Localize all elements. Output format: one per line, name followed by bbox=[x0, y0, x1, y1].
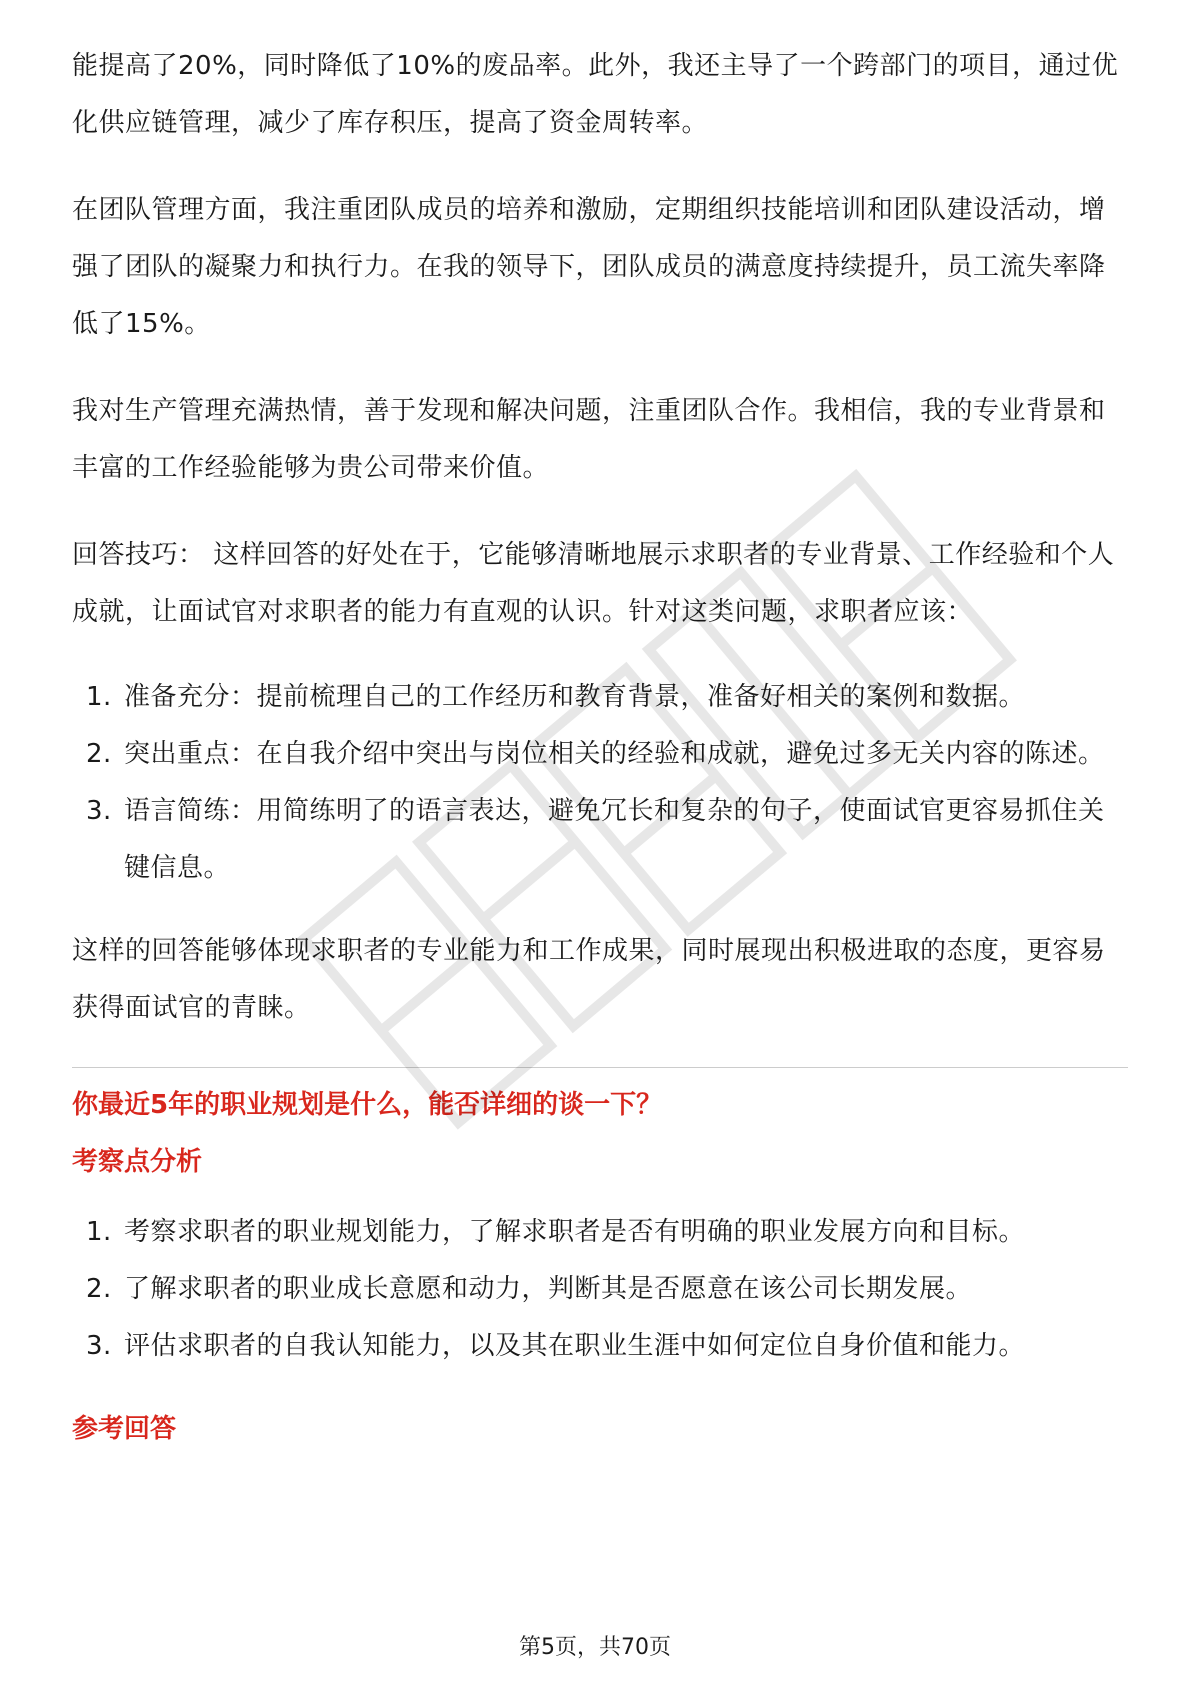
analysis-heading: 考察点分析 bbox=[72, 1147, 203, 1177]
list-item-text: 评估求职者的自我认知能力，以及其在职业生涯中如何定位自身价值和能力。 bbox=[124, 1331, 1026, 1361]
answer-tips-paragraph: 回答技巧： 这样回答的好处在于，它能够清晰地展示求职者的专业背景、工作经验和个人成就，让面试官对求职者的能力有直观的认识。针对这类问题，求职者应该： bbox=[72, 540, 1115, 627]
section-divider bbox=[72, 1067, 1128, 1068]
tips-list bbox=[72, 669, 1128, 897]
list-item bbox=[72, 726, 1128, 783]
body-paragraph: 我对生产管理充满热情，善于发现和解决问题，注重团队合作。我相信，我的专业背景和丰富的工作经验能够为贵公司带来价值。 bbox=[72, 396, 1106, 483]
list-item bbox=[72, 669, 1128, 726]
list-number: 1. bbox=[86, 682, 112, 712]
list-number: 2. bbox=[86, 1274, 112, 1304]
body-paragraph: 能提高了20%，同时降低了10%的废品率。此外，我还主导了一个跨部门的项目，通过优化供应链管理，减少了库存积压，提高了资金周转率。 bbox=[72, 51, 1119, 138]
list-item-text: 语言简练：用简练明了的语言表达，避免冗长和复杂的句子，使面试官更容易抓住关键信息。 bbox=[124, 796, 1105, 883]
closing-paragraph: 这样的回答能够体现求职者的专业能力和工作成果，同时展现出积极进取的态度，更容易获得面试官的青睐。 bbox=[72, 936, 1106, 1023]
list-item bbox=[72, 1318, 1128, 1375]
list-item bbox=[72, 1204, 1128, 1261]
list-number: 3. bbox=[86, 796, 112, 826]
body-paragraph: 在团队管理方面，我注重团队成员的培养和激励，定期组织技能培训和团队建设活动，增强了团队的凝聚力和执行力。在我的领导下，团队成员的满意度持续提升，员工流失率降低了15%。 bbox=[72, 195, 1106, 339]
list-item-text: 了解求职者的职业成长意愿和动力，判断其是否愿意在该公司长期发展。 bbox=[124, 1274, 973, 1304]
list-item-text: 考察求职者的职业规划能力，了解求职者是否有明确的职业发展方向和目标。 bbox=[124, 1217, 1026, 1247]
document-page bbox=[72, 38, 1128, 1471]
question-heading: 你最近5年的职业规划是什么，能否详细的谈一下？ bbox=[72, 1090, 663, 1120]
page-footer: 第5页，共70页 bbox=[519, 1635, 671, 1660]
list-item-text: 突出重点：在自我介绍中突出与岗位相关的经验和成就，避免过多无关内容的陈述。 bbox=[124, 739, 1105, 769]
list-number: 3. bbox=[86, 1331, 112, 1361]
list-item-text: 准备充分：提前梳理自己的工作经历和教育背景，准备好相关的案例和数据。 bbox=[124, 682, 1026, 712]
reference-answer-heading: 参考回答 bbox=[72, 1414, 177, 1444]
list-item bbox=[72, 783, 1128, 897]
list-item bbox=[72, 1261, 1128, 1318]
list-number: 1. bbox=[86, 1217, 112, 1247]
analysis-list bbox=[72, 1204, 1128, 1375]
list-number: 2. bbox=[86, 739, 112, 769]
